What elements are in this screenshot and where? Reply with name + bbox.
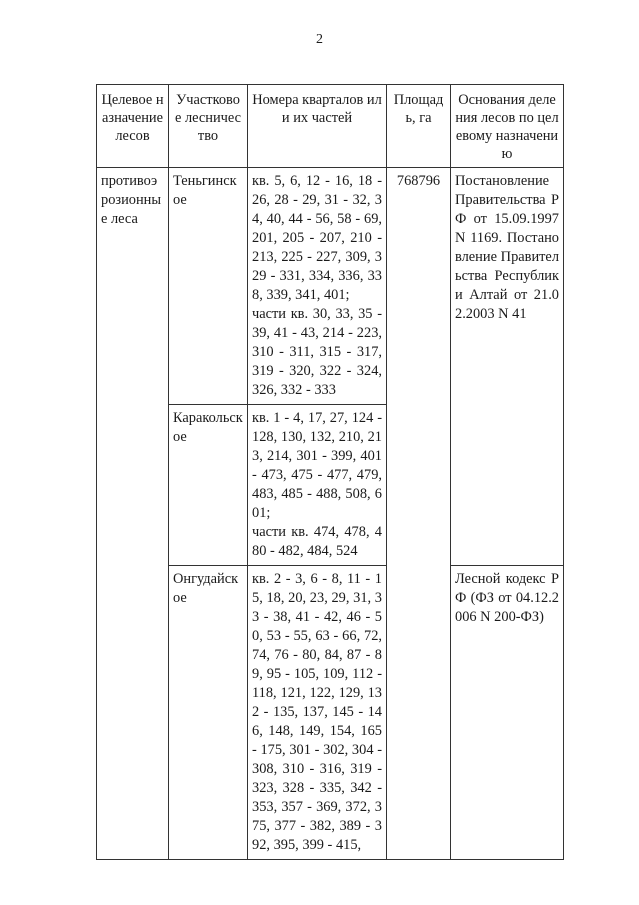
forest-purpose-table — [96, 84, 564, 860]
quarters-cell — [248, 405, 387, 566]
quarters-list: кв. 5, 6, 12 - 16, 18 - 26, 28 - 29, 31 - 32, 34, 40, 44 - 56, 58 - 69, 201, 205 - 207, 210 - 213, 225 - 227, 309, 329 - 331, 334, 336, 338, 339, 341, 401; — [252, 173, 382, 303]
basis-cell-2: Лесной кодекс РФ (ФЗ от 04.12.2006 N 200-ФЗ) — [451, 566, 564, 860]
quarters-cell — [248, 566, 387, 860]
quarter-parts-list: части кв. 30, 33, 35 - 39, 41 - 43, 214 - 223, 310 - 311, 315 - 317, 319 - 320, 322 - 324, 326, 332 - 333 — [252, 306, 382, 398]
header-area: Площадь, га — [387, 85, 451, 168]
quarters-list: кв. 1 - 4, 17, 27, 124 - 128, 130, 132, 210, 213, 214, 301 - 399, 401 - 473, 475 - 477, 479, 483, 485 - 488, 508, 601; — [252, 410, 382, 521]
purpose-cell: противоэрозионные леса — [97, 168, 169, 860]
district-cell: Онгудайское — [169, 566, 248, 860]
page-number: 2 — [316, 32, 323, 47]
quarters-list: кв. 2 - 3, 6 - 8, 11 - 15, 18, 20, 23, 29, 31, 33 - 38, 41 - 42, 46 - 50, 53 - 55, 63 - 66, 72, 74, 76 - 80, 84, 87 - 89, 95 - 105, 109, 112 - 118, 121, 122, 129, 132 - 135, 137, 145 - 146, 148, 149, 154, 165 - 175, 301 - 302, 304 - 308, 310 - 316, 319 - 323, 328 - 335, 342 - 353, 357 - 369, 372, 375, 377 - 382, 389 - 392, 395, 399 - 415, — [252, 571, 382, 853]
header-purpose: Целевое назначение лесов — [97, 85, 169, 168]
header-quarters: Номера кварталов или их частей — [248, 85, 387, 168]
quarters-cell — [248, 168, 387, 405]
table-header-row — [97, 85, 564, 168]
basis-cell-1: Постановление Правительства РФ от 15.09.1997 N 1169. Постановление Правительства Республики Алтай от 21.02.2003 N 41 — [451, 168, 564, 566]
area-cell: 768796 — [387, 168, 451, 860]
quarter-parts-list: части кв. 474, 478, 480 - 482, 484, 524 — [252, 524, 382, 559]
table-row — [97, 168, 564, 405]
header-basis: Основания деления лесов по целевому назначению — [451, 85, 564, 168]
district-cell: Каракольское — [169, 405, 248, 566]
district-cell: Теньгинское — [169, 168, 248, 405]
header-district: Участковое лесничество — [169, 85, 248, 168]
